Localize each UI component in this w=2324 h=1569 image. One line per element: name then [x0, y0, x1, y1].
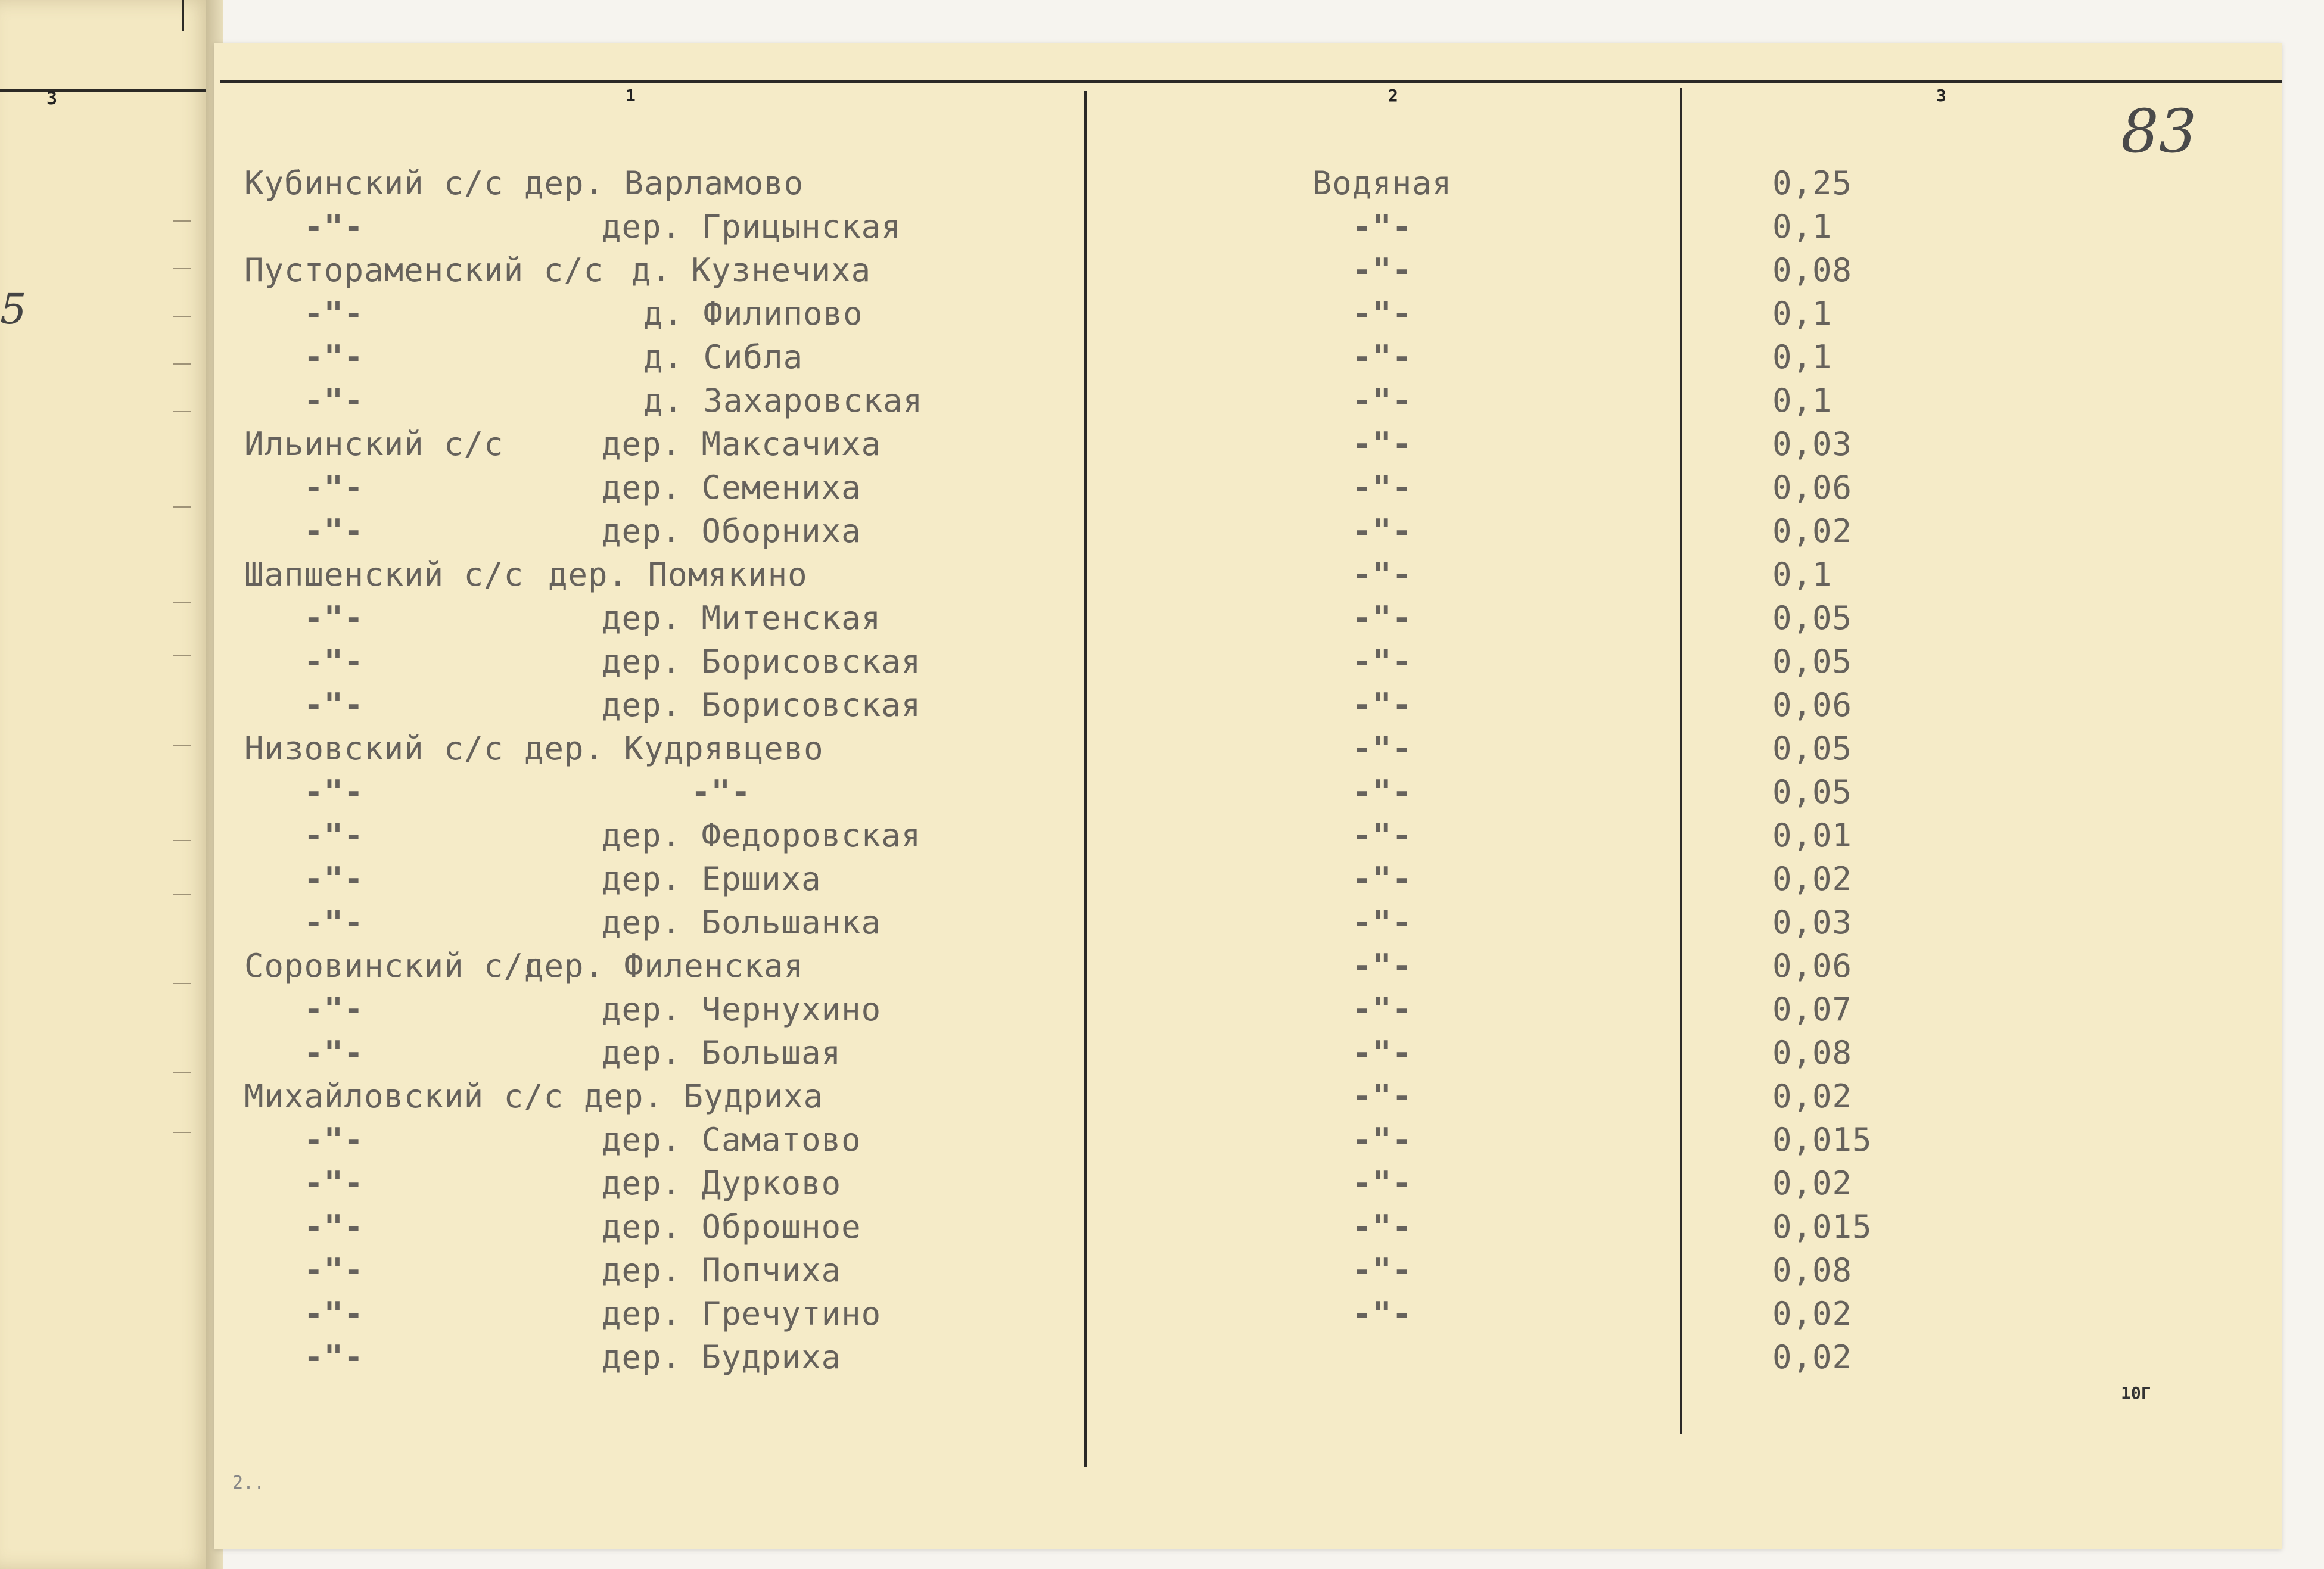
table-row: [214, 553, 2240, 596]
value-cell: 0,02: [1772, 1078, 1853, 1115]
value-cell: 0,07: [1772, 991, 1853, 1028]
table-row: [214, 1119, 2240, 1162]
column-header-1: 1: [626, 86, 636, 105]
settlement-cell: дер. Помякино: [548, 556, 808, 593]
table-row: [214, 249, 2240, 292]
table-row: [214, 1336, 2240, 1379]
type-cell: -"-: [1352, 425, 1413, 463]
type-cell: -"-: [1352, 556, 1413, 593]
table-row: [214, 1162, 2240, 1205]
selsovet-cell: -"-: [304, 860, 364, 898]
footer-mark: 2..: [232, 1473, 265, 1493]
table-row: [214, 162, 2240, 205]
previous-page-column-number: 3: [46, 88, 58, 109]
table-row: [214, 206, 2240, 248]
table-row: [214, 640, 2240, 683]
sheet-stamp: 10Г: [2121, 1383, 2151, 1403]
selsovet-cell: -"-: [304, 1165, 364, 1202]
selsovet-cell: -"-: [304, 643, 364, 680]
value-cell: 0,1: [1772, 338, 1833, 376]
value-cell: 0,08: [1772, 1252, 1853, 1289]
selsovet-cell: -"-: [304, 1338, 364, 1376]
value-cell: 0,01: [1772, 817, 1853, 854]
table-row: [214, 727, 2240, 770]
ditto-dash: [173, 745, 191, 746]
selsovet-cell: -"-: [304, 817, 364, 854]
type-cell: -"-: [1352, 208, 1413, 245]
type-cell: -"-: [1352, 469, 1413, 506]
selsovet-cell: Кубинский с/с: [244, 164, 504, 202]
selsovet-cell: -"-: [304, 1295, 364, 1333]
selsovet-cell: -"-: [304, 382, 364, 419]
ditto-dash: [173, 220, 191, 222]
type-cell: -"-: [1352, 512, 1413, 550]
header-rule: [220, 80, 2282, 83]
table-row: [214, 945, 2240, 988]
table-row: [214, 1293, 2240, 1335]
type-cell: -"-: [1352, 947, 1413, 985]
table-row: [214, 379, 2240, 422]
ditto-dash: [173, 506, 191, 508]
settlement-cell: -"-: [691, 773, 751, 811]
type-cell: -"-: [1352, 860, 1413, 898]
settlement-cell: д. Сибла: [643, 338, 804, 376]
value-cell: 0,06: [1772, 469, 1853, 506]
value-cell: 0,03: [1772, 425, 1853, 463]
type-cell: -"-: [1352, 1121, 1413, 1159]
ditto-dash: [173, 894, 191, 895]
selsovet-cell: -"-: [304, 338, 364, 376]
ditto-dash: [173, 840, 191, 841]
type-cell: -"-: [1352, 1034, 1413, 1072]
selsovet-cell: -"-: [304, 599, 364, 637]
settlement-cell: дер. Митенская: [602, 599, 882, 637]
table-row: [214, 597, 2240, 640]
ditto-dash: [173, 268, 191, 269]
settlement-cell: дер. Федоровская: [602, 817, 922, 854]
settlement-cell: дер. Дурково: [602, 1165, 842, 1202]
selsovet-cell: Михайловский с/с: [244, 1078, 564, 1115]
value-cell: 0,02: [1772, 860, 1853, 898]
value-cell: 0,25: [1772, 164, 1853, 202]
value-cell: 0,08: [1772, 1034, 1853, 1072]
value-cell: 0,05: [1772, 730, 1853, 767]
table-row: [214, 1206, 2240, 1249]
settlement-cell: дер. Грицынская: [602, 208, 901, 245]
value-cell: 0,1: [1772, 382, 1833, 419]
ditto-dash: [173, 411, 191, 412]
settlement-cell: дер. Филенская: [524, 947, 804, 985]
ditto-dash: [173, 655, 191, 656]
selsovet-cell: Пустораменский с/с: [244, 251, 604, 289]
type-cell: -"-: [1352, 643, 1413, 680]
type-cell: -"-: [1352, 991, 1413, 1028]
value-cell: 0,05: [1772, 773, 1853, 811]
previous-page-edge: [0, 0, 211, 1569]
column-header-3: 3: [1936, 86, 1946, 105]
settlement-cell: дер. Оборниха: [602, 512, 861, 550]
value-cell: 0,1: [1772, 556, 1833, 593]
type-cell: -"-: [1352, 251, 1413, 289]
value-cell: 0,015: [1772, 1208, 1872, 1246]
value-cell: 0,1: [1772, 208, 1833, 245]
settlement-cell: дер. Варламово: [524, 164, 804, 202]
table-row: [214, 423, 2240, 466]
value-cell: 0,02: [1772, 1295, 1853, 1333]
type-cell: -"-: [1352, 817, 1413, 854]
settlement-cell: дер. Попчиха: [602, 1252, 842, 1289]
previous-page-header-rule: [0, 89, 211, 92]
value-cell: 0,015: [1772, 1121, 1872, 1159]
settlement-cell: дер. Борисовская: [602, 643, 922, 680]
table-row: [214, 466, 2240, 509]
table-row: [214, 336, 2240, 379]
table-row: [214, 814, 2240, 857]
settlement-cell: дер. Ершиха: [602, 860, 822, 898]
type-cell: -"-: [1352, 1295, 1413, 1333]
settlement-cell: д. Филипово: [643, 295, 863, 332]
settlement-cell: дер. Чернухино: [602, 991, 882, 1028]
value-cell: 0,05: [1772, 643, 1853, 680]
value-cell: 0,05: [1772, 599, 1853, 637]
settlement-cell: дер. Максачиха: [602, 425, 882, 463]
settlement-cell: дер. Борисовская: [602, 686, 922, 724]
selsovet-cell: -"-: [304, 1208, 364, 1246]
type-cell: -"-: [1352, 295, 1413, 332]
type-cell: -"-: [1352, 686, 1413, 724]
table-row: [214, 858, 2240, 901]
selsovet-cell: -"-: [304, 1252, 364, 1289]
selsovet-cell: Соровинский с/с: [244, 947, 544, 985]
selsovet-cell: -"-: [304, 904, 364, 941]
type-cell: -"-: [1352, 1252, 1413, 1289]
value-cell: 0,1: [1772, 295, 1833, 332]
settlement-cell: дер. Кудрявцево: [524, 730, 824, 767]
table-row: [214, 1075, 2240, 1118]
settlement-cell: дер. Гречутино: [602, 1295, 882, 1333]
previous-page-vertical-rule: [182, 0, 184, 31]
ditto-dash: [173, 1072, 191, 1073]
selsovet-cell: -"-: [304, 1121, 364, 1159]
handwritten-page-number: 83: [2121, 96, 2197, 166]
type-cell: -"-: [1352, 382, 1413, 419]
table-row: [214, 684, 2240, 727]
table-row: [214, 1249, 2240, 1292]
value-cell: 0,02: [1772, 512, 1853, 550]
settlement-cell: д. Захаровская: [643, 382, 923, 419]
selsovet-cell: -"-: [304, 773, 364, 811]
ditto-dash: [173, 363, 191, 365]
selsovet-cell: -"-: [304, 469, 364, 506]
table-row: [214, 901, 2240, 944]
column-header-2: 2: [1388, 86, 1398, 105]
table-row: [214, 771, 2240, 814]
type-cell: -"-: [1352, 730, 1413, 767]
selsovet-cell: Ильинский с/с: [244, 425, 504, 463]
settlement-cell: д. Кузнечиха: [631, 251, 872, 289]
selsovet-cell: -"-: [304, 1034, 364, 1072]
table-row: [214, 988, 2240, 1031]
selsovet-cell: -"-: [304, 991, 364, 1028]
type-cell: -"-: [1352, 1165, 1413, 1202]
ditto-dash: [173, 983, 191, 984]
type-cell: -"-: [1352, 1208, 1413, 1246]
type-cell: -"-: [1352, 904, 1413, 941]
ditto-dash: [173, 1132, 191, 1133]
table-row: [214, 510, 2240, 553]
settlement-cell: дер. Семениха: [602, 469, 861, 506]
value-cell: 0,06: [1772, 686, 1853, 724]
selsovet-cell: -"-: [304, 512, 364, 550]
selsovet-cell: -"-: [304, 295, 364, 332]
settlement-cell: дер. Саматово: [602, 1121, 861, 1159]
document-page: [214, 43, 2282, 1549]
value-cell: 0,08: [1772, 251, 1853, 289]
type-cell: -"-: [1352, 599, 1413, 637]
settlement-cell: дер. Большая: [602, 1034, 842, 1072]
type-cell: -"-: [1352, 773, 1413, 811]
settlement-cell: дер. Большанка: [602, 904, 882, 941]
table-row: [214, 1032, 2240, 1075]
selsovet-cell: -"-: [304, 208, 364, 245]
ditto-dash: [173, 602, 191, 603]
value-cell: 0,02: [1772, 1165, 1853, 1202]
value-cell: 0,06: [1772, 947, 1853, 985]
value-cell: 0,03: [1772, 904, 1853, 941]
ditto-dash: [173, 316, 191, 317]
selsovet-cell: -"-: [304, 686, 364, 724]
settlement-cell: дер. Будриха: [602, 1338, 842, 1376]
table-row: [214, 292, 2240, 335]
previous-page-handwritten-mark: 5: [0, 285, 27, 334]
settlement-cell: дер. Оброшное: [602, 1208, 861, 1246]
type-cell: -"-: [1352, 1078, 1413, 1115]
selsovet-cell: Шапшенский с/с: [244, 556, 524, 593]
type-cell: Водяная: [1312, 164, 1452, 202]
value-cell: 0,02: [1772, 1338, 1853, 1376]
settlement-cell: дер. Будриха: [584, 1078, 824, 1115]
type-cell: -"-: [1352, 338, 1413, 376]
selsovet-cell: Низовский с/с: [244, 730, 504, 767]
